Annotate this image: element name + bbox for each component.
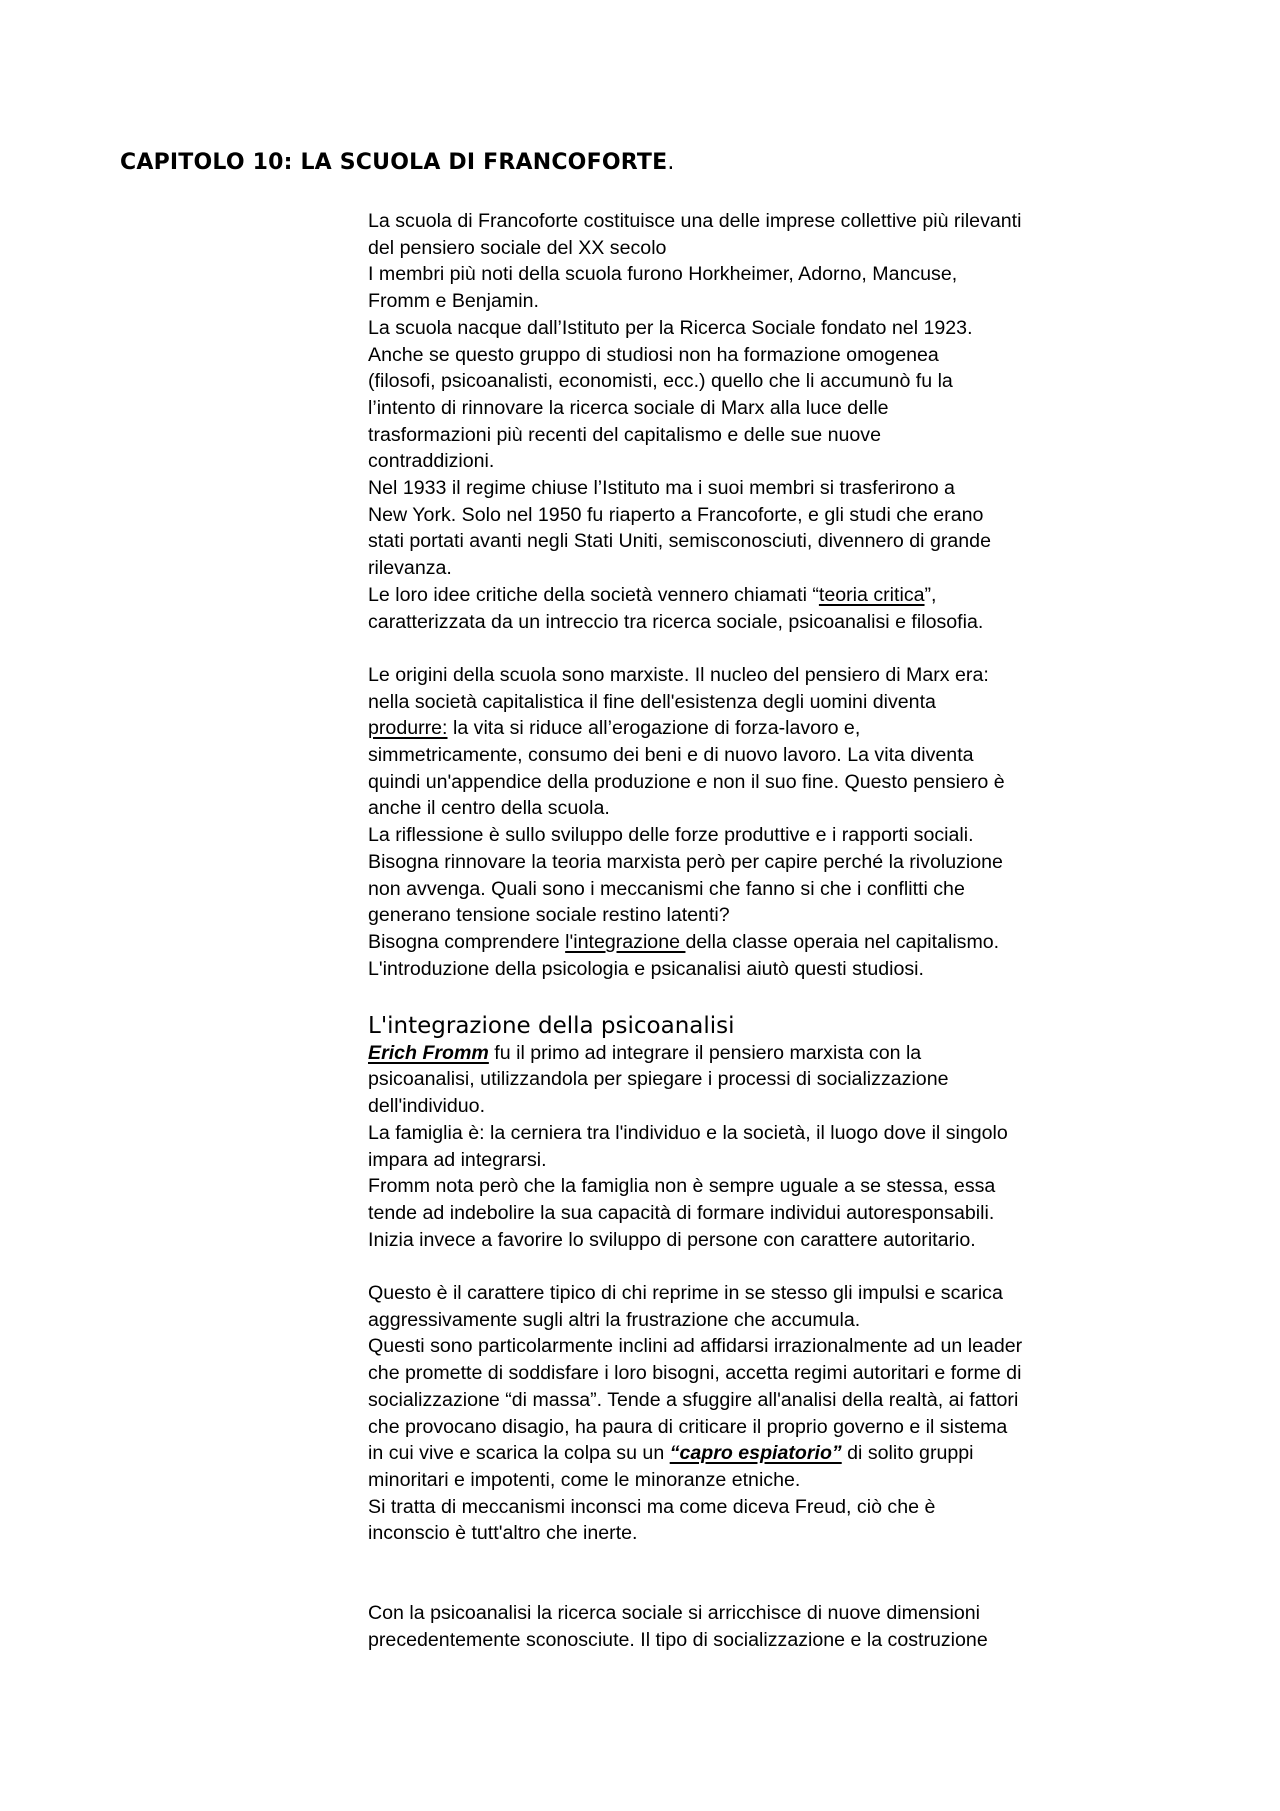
text-line: del pensiero sociale del XX secolo [368,236,667,259]
text-segment: Bisogna comprendere [368,930,566,953]
text-line: La riflessione è sullo sviluppo delle forze produttive e i rapporti sociali. [368,824,974,847]
text-line: contraddizioni. [368,450,495,473]
text-segment: in cui vive e scarica la colpa su un [368,1442,670,1465]
text-line: l’intento di rinnovare la ricerca sociale di Marx alla luce delle [368,396,889,419]
text-line: generano tensione sociale restino latenti? [368,904,730,927]
marxism-paragraph [368,662,1168,982]
text-segment: la vita si riduce all’erogazione di forza-lavoro e, [447,717,861,740]
text-line: precedentemente sconosciute. Il tipo di socializzazione e la costruzione [368,1628,988,1651]
produrre-term: produrre: [368,717,448,740]
text-line: psicoanalisi, utilizzandola per spiegare i processi di socializzazione [368,1068,949,1091]
integration-line [368,929,1168,956]
paragraph-gap [368,982,1168,1009]
text-line: Bisogna rinnovare la teoria marxista però per capire perché la rivoluzione [368,850,1003,873]
integration-term: l'integrazione [565,930,686,953]
text-line: minoritari e impotenti, come le minoranze etniche. [368,1469,801,1491]
page-title-text: CAPITOLO 10: LA SCUOLA DI FRANCOFORTE [120,150,668,175]
text-line: Questi sono particolarmente inclini ad affidarsi irrazionalmente ad un leader [368,1335,1023,1358]
intro-paragraph [368,208,1168,635]
fromm-line [368,1040,1168,1067]
text-segment: fu il primo ad integrare il pensiero marxista con la [488,1041,922,1064]
text-line: anche il centro della scuola. [368,797,610,820]
text-line: rilevanza. [368,557,452,580]
text-line: New York. Solo nel 1950 fu riaperto a Francoforte, e gli studi che erano [368,503,984,526]
text-line: che promette di soddisfare i loro bisogni, accetta regimi autoritari e forme di [368,1362,1022,1385]
text-line: I membri più noti della scuola furono Horkheimer, Adorno, Mancuse, [368,263,958,286]
authoritarian-paragraph [368,1280,1168,1547]
text-line: Questo è il carattere tipico di chi reprime in se stesso gli impulsi e scarica [368,1282,1003,1305]
critical-theory-term: teoria critica [818,583,925,606]
text-line: socializzazione “di massa”. Tende a sfuggire all'analisi della realtà, ai fattori [368,1388,1019,1411]
fromm-paragraph [368,1040,1168,1254]
paragraph-gap [368,1253,1168,1280]
scapegoat-line [368,1440,1168,1467]
text-line: tende ad indebolire la sua capacità di formare individui autoresponsabili. [368,1201,995,1224]
text-line: La scuola di Francoforte costituisce una delle imprese collettive più rilevanti [368,210,1022,232]
text-segment: Le loro idee critiche della società vennero chiamati “ [368,583,819,606]
text-line: Nel 1933 il regime chiuse l’Istituto ma i suoi membri si trasferirono a [368,477,955,500]
text-line: Si tratta di meccanismi inconsci ma come diceva Freud, ciò che è [368,1495,936,1518]
text-line: La famiglia è: la cerniera tra l'individuo e la società, il luogo dove il singolo [368,1121,1008,1144]
produrre-line [368,715,1168,742]
text-segment: della classe operaia nel capitalismo. [685,930,1000,953]
text-line: (filosofi, psicoanalisti, economisti, ecc.) quello che li accumunò fu la [368,370,953,393]
document-body [368,208,1168,1654]
text-line: aggressivamente sugli altri la frustrazione che accumula. [368,1308,861,1331]
text-segment: ”, [924,583,937,606]
text-line: Fromm nota però che la famiglia non è sempre uguale a se stessa, essa [368,1175,996,1198]
text-line: La scuola nacque dall’Istituto per la Ricerca Sociale fondato nel 1923. [368,316,973,339]
section-heading: L'integrazione della psicoanalisi [368,1013,735,1040]
text-line: L'introduzione della psicologia e psicanalisi aiutò questi studiosi. [368,957,924,980]
text-line: Inizia invece a favorire lo sviluppo di persone con carattere autoritario. [368,1228,976,1251]
text-line: stati portati avanti negli Stati Uniti, semisconosciuti, divennero di grande [368,530,991,553]
page-title [120,150,675,175]
page-title-period: . [667,150,675,175]
paragraph-gap [368,1547,1168,1600]
text-line: Anche se questo gruppo di studiosi non ha formazione omogenea [368,343,939,366]
text-line: trasformazioni più recenti del capitalismo e delle sue nuove [368,423,881,446]
text-line: impara ad integrarsi. [368,1148,547,1171]
text-line: non avvenga. Quali sono i meccanismi che fanno si che i conflitti che [368,877,965,900]
text-line: dell'individuo. [368,1095,486,1118]
closing-paragraph [368,1600,1168,1653]
text-line: simmetricamente, consumo dei beni e di nuovo lavoro. La vita diventa [368,744,974,767]
text-line: Con la psicoanalisi la ricerca sociale si arricchisce di nuove dimensioni [368,1602,981,1625]
text-line: Fromm e Benjamin. [368,290,539,313]
text-line: nella società capitalistica il fine dell'esistenza degli uomini diventa [368,690,936,713]
fromm-name: Erich Fromm [368,1041,489,1064]
critical-theory-line [368,582,1168,609]
paragraph-gap [368,635,1168,662]
text-line: Le origini della scuola sono marxiste. Il nucleo del pensiero di Marx era: [368,663,989,686]
text-line: inconscio è tutt'altro che inerte. [368,1522,638,1545]
text-line: caratterizzata da un intreccio tra ricerca sociale, psicoanalisi e filosofia. [368,610,984,633]
text-line: quindi un'appendice della produzione e non il suo fine. Questo pensiero è [368,770,1005,793]
scapegoat-term: “capro espiatorio” [669,1442,842,1465]
text-segment: di solito gruppi [841,1442,974,1465]
text-line: che provocano disagio, ha paura di criticare il proprio governo e il sistema [368,1415,1008,1438]
